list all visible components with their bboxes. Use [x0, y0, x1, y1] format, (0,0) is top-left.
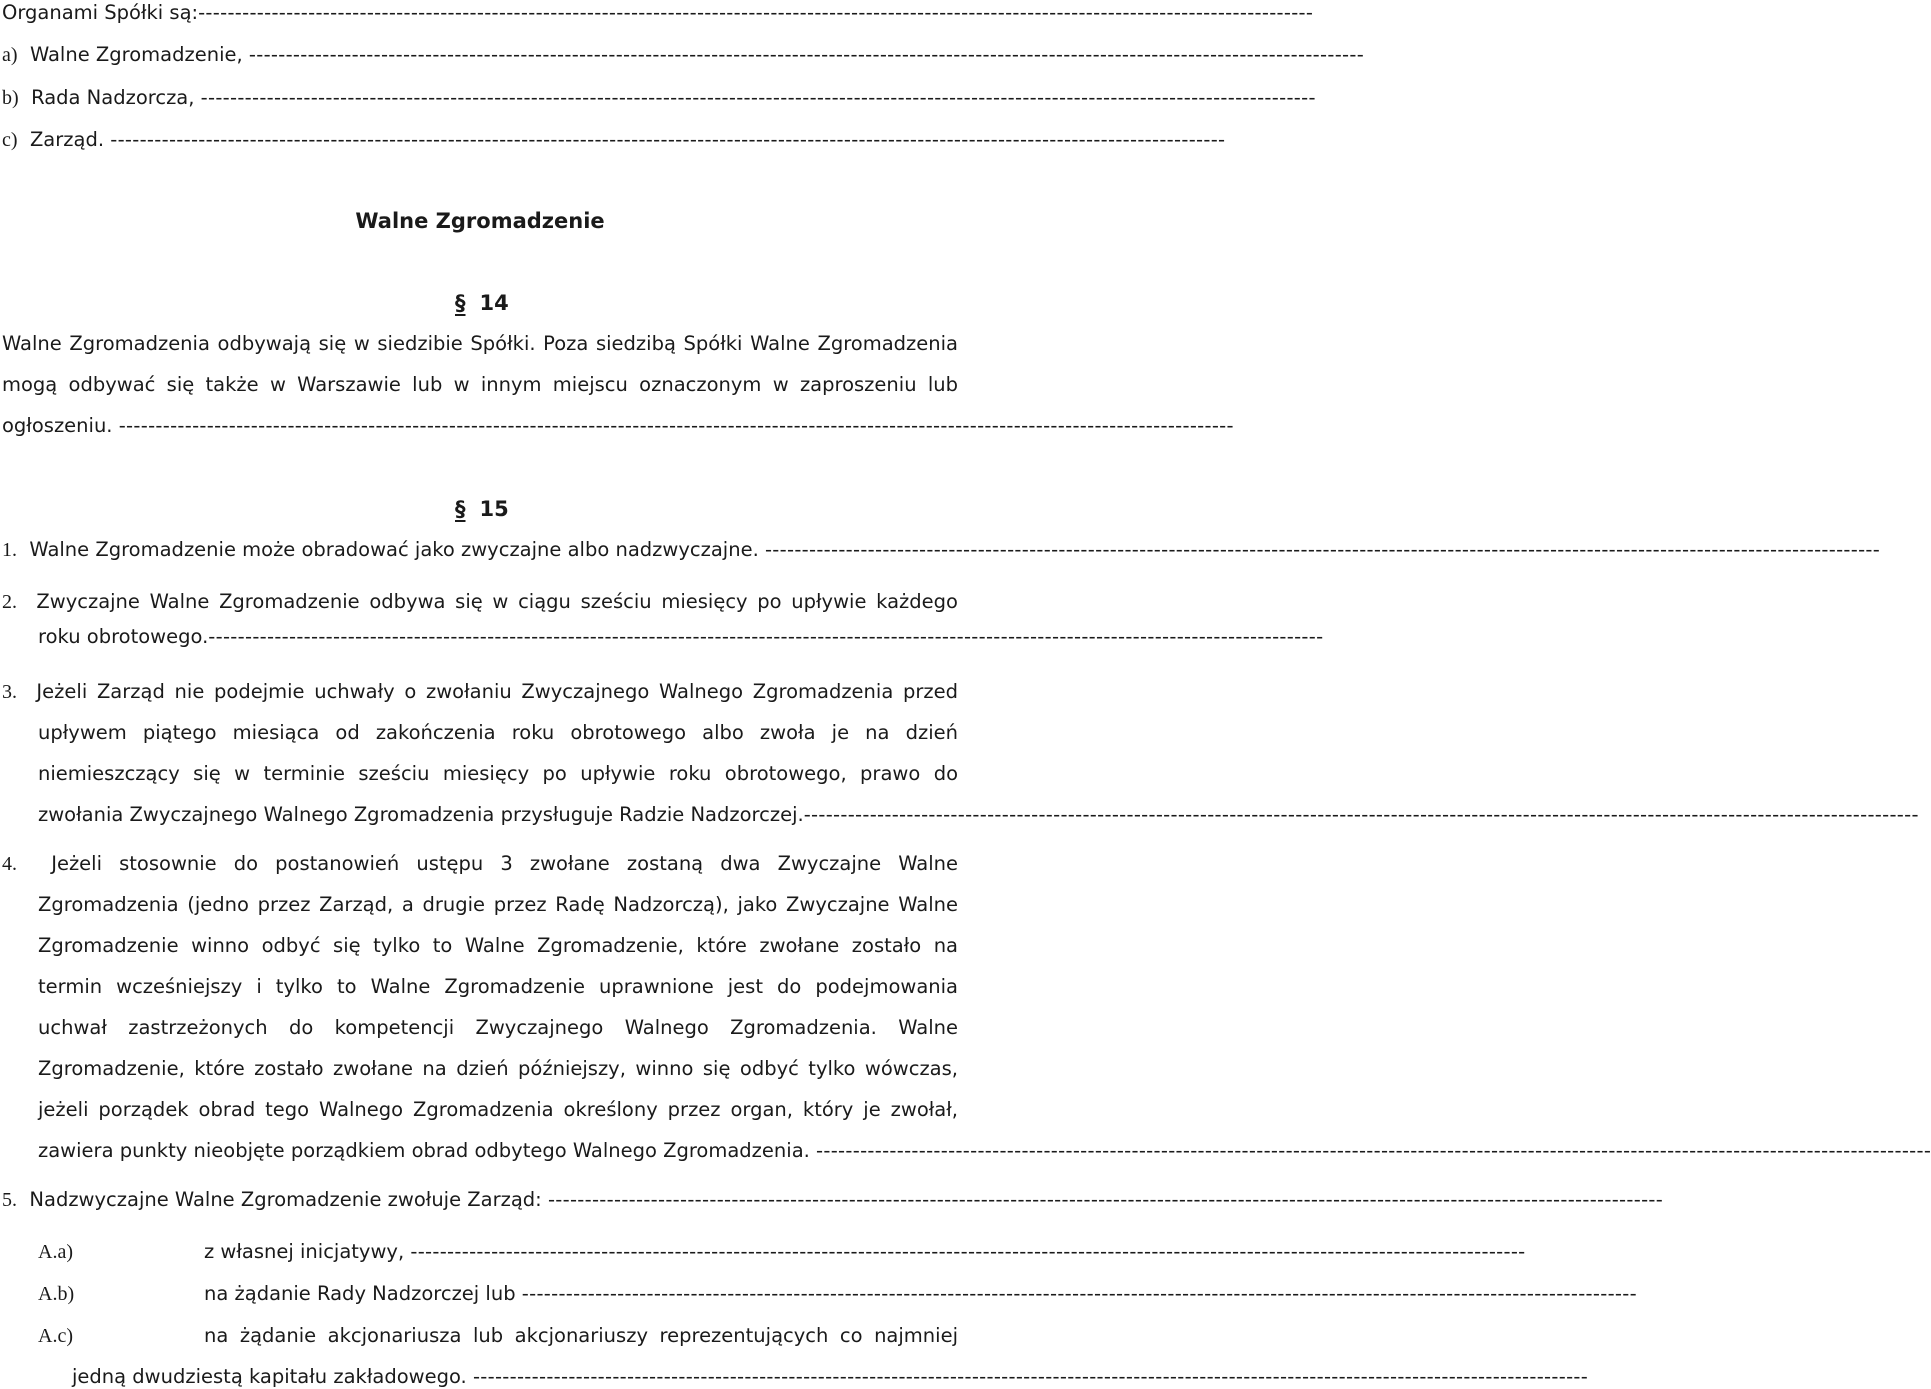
- section-sign: §: [455, 497, 466, 521]
- list-marker: c): [2, 129, 18, 151]
- organs-intro: Organami Spółki są:: [2, 1, 199, 24]
- clause-4-line: Zgromadzenie, które zostało zwołane na dzień późniejszy, winno się odbyć tylko wówczas,: [38, 1057, 958, 1080]
- clause-4-line: uchwał zastrzeżonych do kompetencji Zwyczajnego Walnego Zgromadzenia. Walne: [38, 1016, 958, 1039]
- dash-filler: --------------------------------------------------------------------------------------------------------------------------------------------------------: [118, 414, 1234, 437]
- paragraph-15-heading: [455, 496, 509, 522]
- subitem-marker: A.c): [38, 1325, 73, 1347]
- section-sign: §: [455, 291, 466, 315]
- clause-text: Jeżeli Zarząd nie podejmie uchwały o zwołaniu Zwyczajnego Walnego Zgromadzenia przed: [36, 680, 958, 703]
- clause-4-line: jeżeli porządek obrad tego Walnego Zgromadzenia określony przez organ, który je zwołał,: [38, 1098, 958, 1121]
- clause-5-line-1: [2, 1188, 1664, 1212]
- clause-text: zwołania Zwyczajnego Walnego Zgromadzenia przysługuje Radzie Nadzorczej.: [38, 803, 804, 826]
- dash-filler: --------------------------------------------------------------------------------------------------------------------------------------------------------: [200, 86, 1316, 109]
- paragraph-14-text: ogłoszeniu.: [2, 414, 113, 437]
- paragraph-number: 15: [479, 497, 509, 521]
- subitem-marker: A.a): [38, 1241, 73, 1263]
- dash-filler: --------------------------------------------------------------------------------------------------------------------------------------------------------: [110, 128, 1226, 151]
- clause-3-line-1: [2, 680, 958, 704]
- subitem-text: jedną dwudziestą kapitału zakładowego.: [72, 1365, 467, 1388]
- paragraph-14-line: [2, 414, 1234, 438]
- clause-3-line: [38, 803, 1919, 827]
- dash-filler: --------------------------------------------------------------------------------------------------------------------------------------------------------: [410, 1240, 1526, 1263]
- subitem: [38, 1324, 958, 1348]
- subitem-text: na żądanie akcjonariusza lub akcjonariuszy reprezentujących co najmniej: [204, 1324, 958, 1347]
- clause-marker: 4.: [2, 853, 17, 875]
- dash-filler: --------------------------------------------------------------------------------------------------------------------------------------------------------: [521, 1282, 1637, 1305]
- subitem: [38, 1240, 1526, 1264]
- clause-text: Zwyczajne Walne Zgromadzenie odbywa się w ciągu sześciu miesięcy po upływie każdego: [36, 590, 958, 613]
- paragraph-number: 14: [479, 291, 509, 315]
- clause-4-line: Zgromadzenia (jedno przez Zarząd, a drugie przez Radę Nadzorczą), jako Zwyczajne Walne: [38, 893, 958, 916]
- clause-3-line: niemieszczący się w terminie sześciu miesięcy po upływie roku obrotowego, prawo do: [38, 762, 958, 785]
- clause-text: Jeżeli stosownie do postanowień ustępu 3 zwołane zostaną dwa Zwyczajne Walne: [51, 852, 958, 875]
- subitem-continuation: [72, 1365, 1589, 1389]
- clause-text: Walne Zgromadzenie może obradować jako zwyczajne albo nadzwyczajne.: [29, 538, 759, 561]
- paragraph-14-heading: [455, 290, 509, 316]
- dash-filler: --------------------------------------------------------------------------------------------------------------------------------------------------------: [198, 1, 1314, 24]
- subitem-text: na żądanie Rady Nadzorczej lub: [204, 1282, 516, 1305]
- clause-4-line: [38, 1139, 1931, 1163]
- organ-text: Zarząd.: [29, 128, 105, 151]
- organ-text: Rada Nadzorcza,: [31, 86, 195, 109]
- clause-4-line: Zgromadzenie winno odbyć się tylko to Walne Zgromadzenie, które zwołane zostało na: [38, 934, 958, 957]
- organs-intro-line: [2, 1, 1314, 25]
- organ-item: [2, 128, 1226, 152]
- dash-filler: --------------------------------------------------------------------------------------------------------------------------------------------------------: [472, 1365, 1589, 1388]
- dash-filler: --------------------------------------------------------------------------------------------------------------------------------------------------------: [208, 625, 1324, 648]
- clause-text: roku obrotowego.: [38, 625, 209, 648]
- list-marker: b): [2, 87, 19, 109]
- paragraph-14-line: Walne Zgromadzenia odbywają się w siedzibie Spółki. Poza siedzibą Spółki Walne Zgromadzenia: [2, 332, 958, 355]
- dash-filler: --------------------------------------------------------------------------------------------------------------------------------------------------------: [816, 1139, 1931, 1162]
- clause-4-line-1: [2, 852, 958, 876]
- clause-1: [2, 538, 1881, 562]
- paragraph-14-line: mogą odbywać się także w Warszawie lub w innym miejscu oznaczonym w zaproszeniu lub: [2, 373, 958, 396]
- clause-marker: 1.: [2, 539, 17, 561]
- dash-filler: --------------------------------------------------------------------------------------------------------------------------------------------------------: [547, 1188, 1664, 1211]
- clause-text: zawiera punkty nieobjęte porządkiem obrad odbytego Walnego Zgromadzenia.: [38, 1139, 810, 1162]
- clause-4-line: termin wcześniejszy i tylko to Walne Zgromadzenie uprawnione jest do podejmowania: [38, 975, 958, 998]
- dash-filler: --------------------------------------------------------------------------------------------------------------------------------------------------------: [803, 803, 1919, 826]
- clause-2-line-1: [2, 590, 958, 614]
- list-marker: a): [2, 44, 18, 66]
- clause-marker: 5.: [2, 1189, 17, 1211]
- clause-marker: 3.: [2, 681, 17, 703]
- organ-item: [2, 43, 1365, 67]
- subitem-marker: A.b): [38, 1283, 75, 1305]
- clause-marker: 2.: [2, 591, 17, 613]
- subitem: [38, 1282, 1637, 1306]
- clause-text: Nadzwyczajne Walne Zgromadzenie zwołuje Zarząd:: [29, 1188, 542, 1211]
- organ-item: [2, 86, 1316, 110]
- clause-2-line-2: [38, 625, 1324, 649]
- dash-filler: --------------------------------------------------------------------------------------------------------------------------------------------------------: [764, 538, 1881, 561]
- subitem-text: z własnej inicjatywy,: [204, 1240, 405, 1263]
- section-heading: Walne Zgromadzenie: [355, 209, 605, 233]
- dash-filler: --------------------------------------------------------------------------------------------------------------------------------------------------------: [248, 43, 1365, 66]
- organ-text: Walne Zgromadzenie,: [29, 43, 243, 66]
- clause-3-line: upływem piątego miesiąca od zakończenia roku obrotowego albo zwoła je na dzień: [38, 721, 958, 744]
